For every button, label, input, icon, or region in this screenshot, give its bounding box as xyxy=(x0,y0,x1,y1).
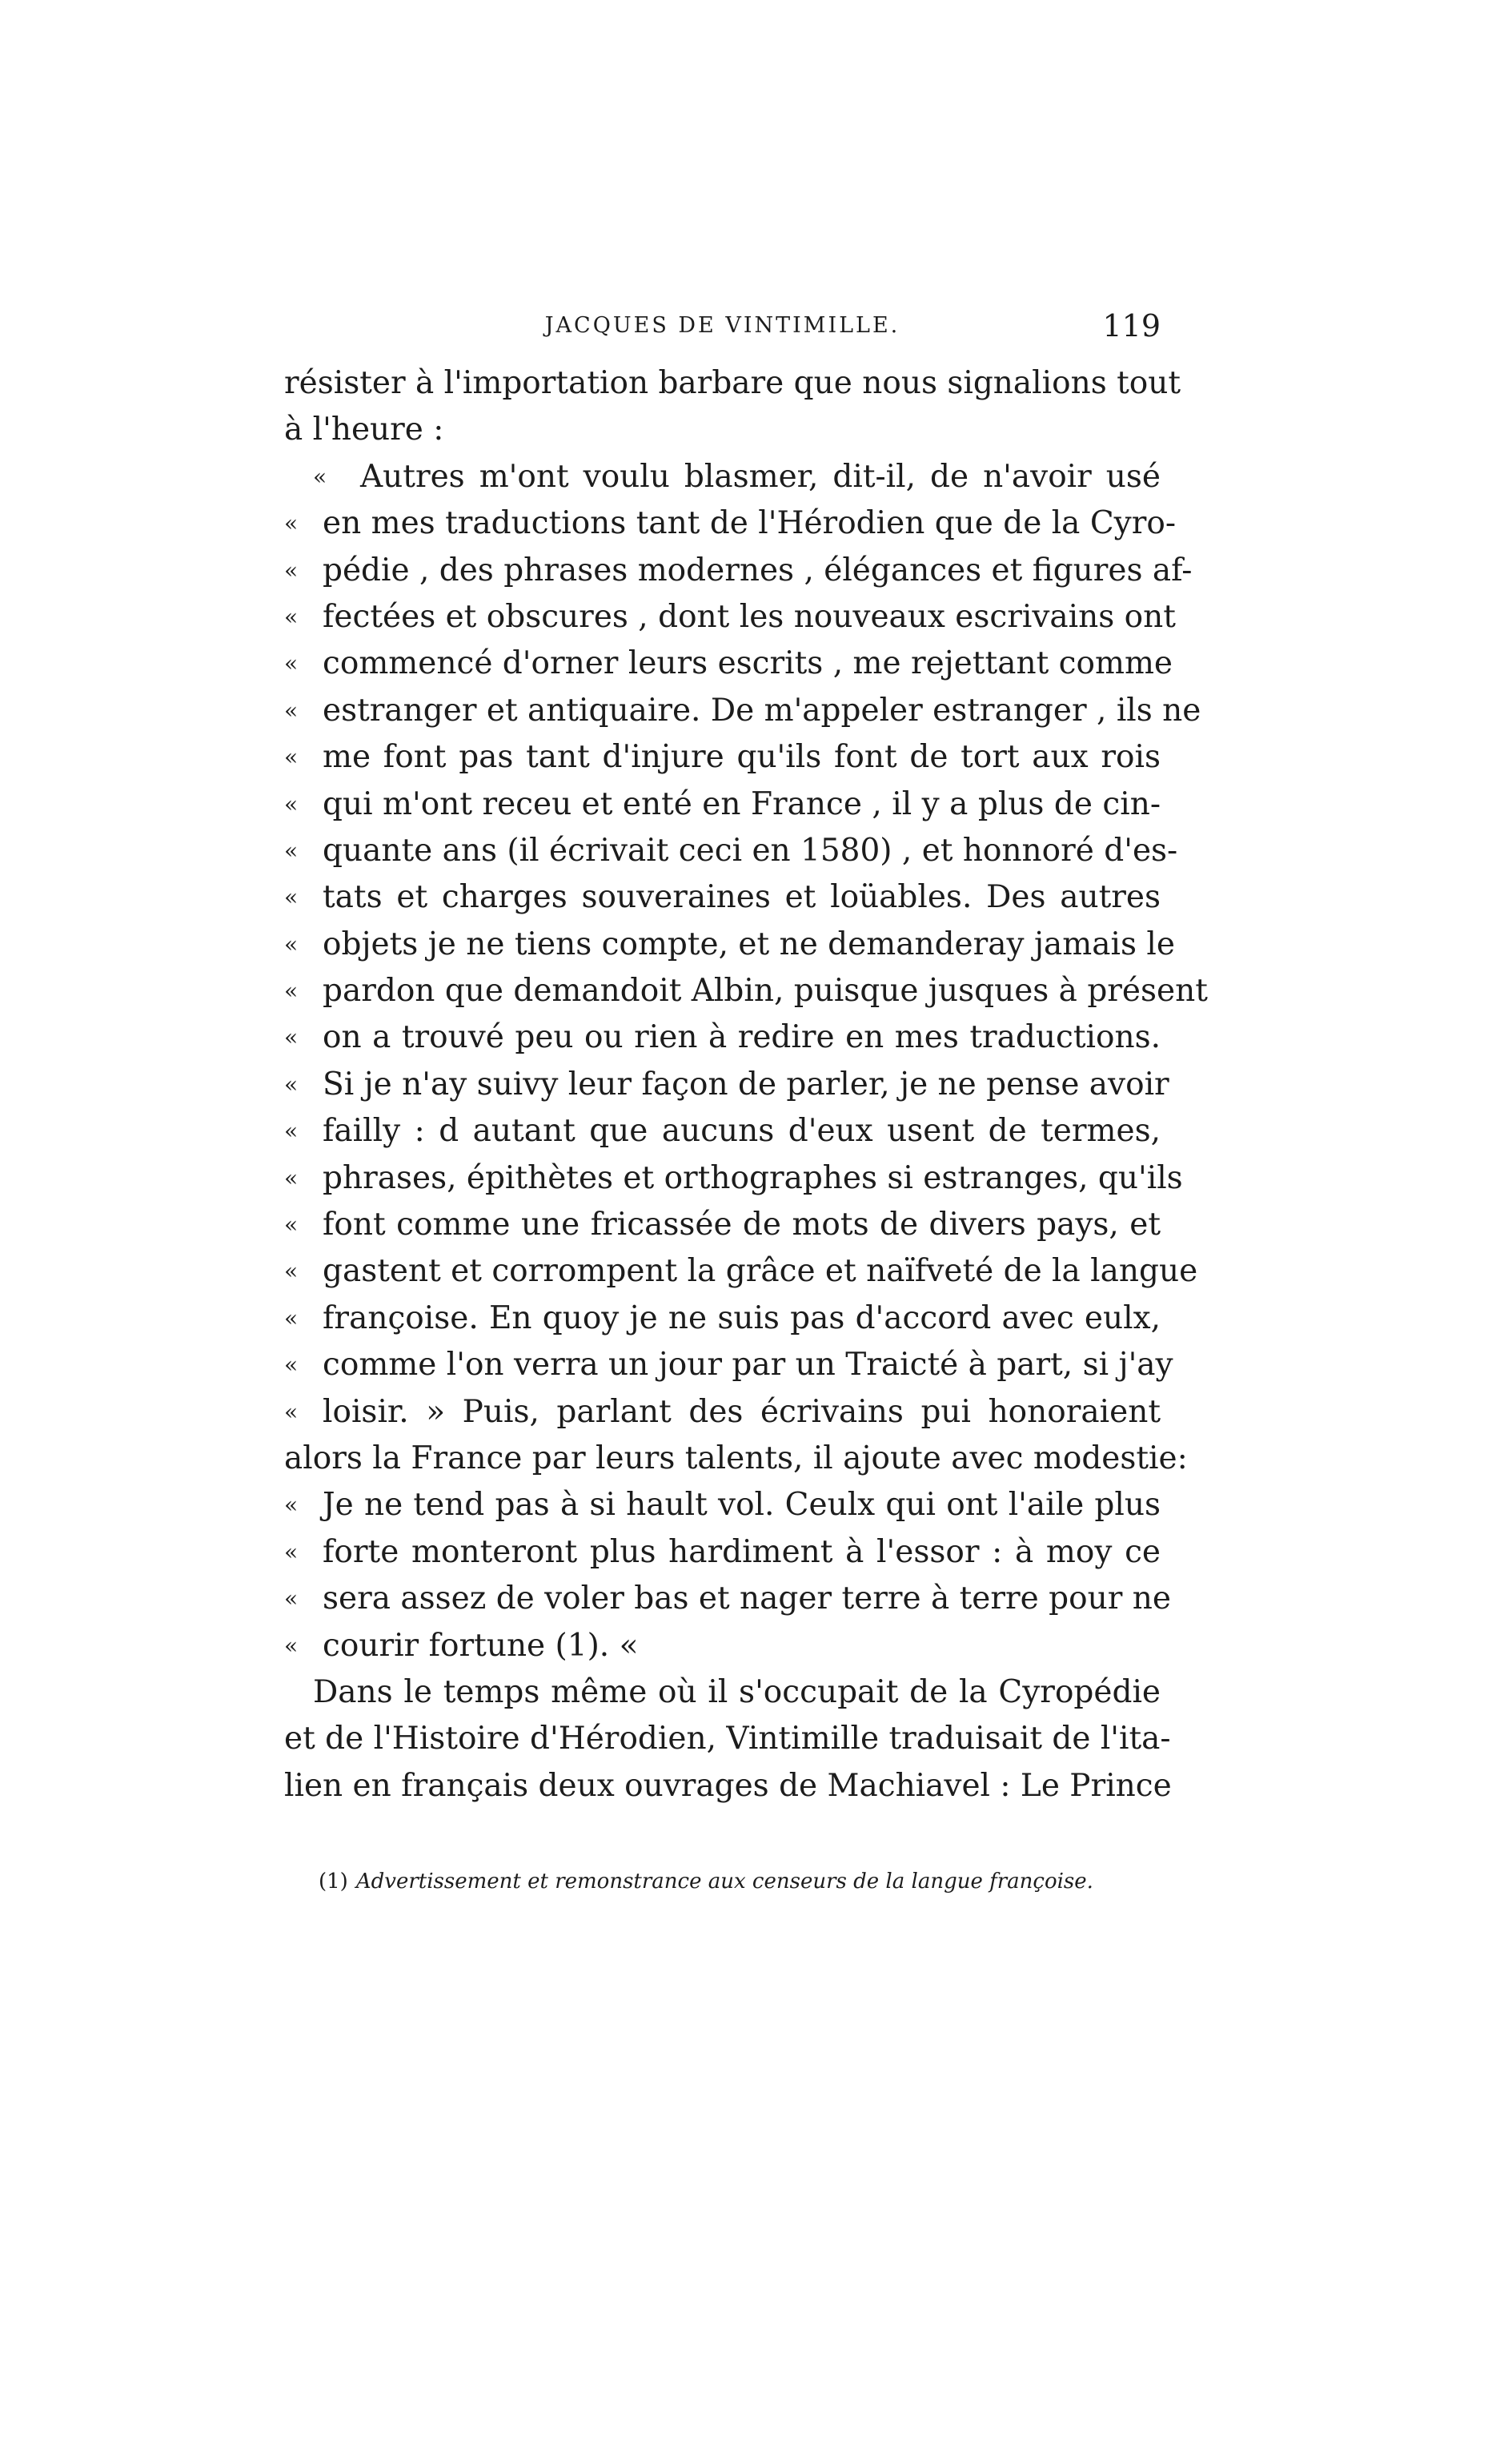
text-line xyxy=(284,1763,1172,1809)
line-text: pardon que demandoit Albin, puisque jusques à présent xyxy=(323,973,1208,1010)
page-number: 119 xyxy=(1102,308,1161,343)
text-line xyxy=(284,1248,1198,1295)
line-text: sera assez de voler bas et nager terre à terre pour ne xyxy=(323,1580,1171,1617)
text-line xyxy=(284,1716,1171,1762)
text-line xyxy=(284,874,1161,921)
line-text: failly : d autant que aucuns d'eux usent de termes, xyxy=(323,1113,1161,1150)
line-text: en mes traductions tant de l'Hérodien que de la Cyro- xyxy=(323,505,1177,542)
line-text: et de l'Histoire d'Hérodien, Vintimille traduisait de l'ita- xyxy=(284,1721,1171,1757)
text-line xyxy=(284,1342,1173,1388)
guillemet-mark: « xyxy=(284,1211,299,1239)
guillemet-mark: « xyxy=(284,1024,299,1051)
text-line xyxy=(284,454,1161,500)
footnote-mark: (1) xyxy=(319,1870,348,1894)
line-text: résister à l'importation barbare que nous signalions tout xyxy=(284,365,1181,401)
text-line xyxy=(284,1482,1161,1528)
text-line xyxy=(284,500,1177,547)
line-text: phrases, épithètes et orthographes si estranges, qu'ils xyxy=(323,1159,1183,1196)
guillemet-mark: « xyxy=(284,1398,299,1425)
line-text: Je ne tend pas à si hault vol. Ceulx qui ont l'aile plus xyxy=(323,1487,1161,1524)
guillemet-mark: « xyxy=(284,1118,299,1145)
guillemet-mark: « xyxy=(284,1492,299,1519)
guillemet-mark: « xyxy=(284,884,299,911)
text-line xyxy=(284,641,1173,687)
line-text: pédie , des phrases modernes , élégances et figures af- xyxy=(323,552,1193,588)
guillemet-mark: « xyxy=(284,650,299,677)
guillemet-mark: « xyxy=(284,978,299,1005)
text-line xyxy=(284,781,1161,828)
text-line xyxy=(284,1062,1169,1108)
text-line xyxy=(284,1155,1183,1202)
line-text: me font pas tant d'injure qu'ils font de tort aux rois xyxy=(323,739,1161,776)
text-line xyxy=(284,1108,1161,1155)
guillemet-mark: « xyxy=(284,1164,299,1191)
line-text: fectées et obscures , dont les nouveaux escrivains ont xyxy=(323,598,1176,635)
guillemet-mark: « xyxy=(284,697,299,724)
line-text: Si je n'ay suivy leur façon de parler, je ne pense avoir xyxy=(323,1066,1169,1102)
text-line xyxy=(284,407,1161,453)
text-line xyxy=(284,360,1181,407)
line-text: quante ans (il écrivait ceci en 1580) , et honnoré d'es- xyxy=(323,832,1178,869)
line-text: qui m'ont receu et enté en France , il y a plus de cin- xyxy=(323,785,1161,822)
line-text: françoise. En quoy je ne suis pas d'accord avec eulx, xyxy=(323,1299,1161,1336)
line-text: commencé d'orner leurs escrits , me rejettant comme xyxy=(323,645,1173,682)
footnote-text: Advertissement et remonstrance aux censeurs de la langue françoise. xyxy=(355,1870,1093,1894)
line-text: Autres m'ont voulu blasmer, dit-il, de n'avoir usé xyxy=(360,458,1161,495)
guillemet-mark: « xyxy=(284,837,299,864)
line-text: forte monteront plus hardiment à l'essor : à moy ce xyxy=(323,1533,1161,1570)
line-text: Dans le temps même où il s'occupait de la Cyropédie xyxy=(313,1673,1161,1710)
text-line xyxy=(284,1576,1171,1622)
text-line xyxy=(284,688,1201,734)
line-text: lien en français deux ouvrages de Machiavel : Le Prince xyxy=(284,1767,1172,1804)
guillemet-mark: « xyxy=(284,603,299,630)
text-line xyxy=(284,1529,1161,1576)
line-text: loisir. » Puis, parlant des écrivains pui honoraient xyxy=(323,1393,1161,1430)
text-line xyxy=(284,1295,1161,1342)
guillemet-mark: « xyxy=(284,1304,299,1331)
text-line xyxy=(284,1436,1188,1482)
text-line xyxy=(284,828,1178,874)
guillemet-mark: « xyxy=(284,1258,299,1285)
guillemet-mark: « xyxy=(284,790,299,817)
line-text: alors la France par leurs talents, il ajoute avec modestie: xyxy=(284,1440,1188,1476)
text-line xyxy=(284,548,1193,594)
guillemet-mark: « xyxy=(284,510,299,537)
line-text: on a trouvé peu ou rien à redire en mes traductions. xyxy=(323,1019,1161,1056)
guillemet-mark: « xyxy=(284,1351,299,1379)
line-text: font comme une fricassée de mots de divers pays, et xyxy=(323,1207,1161,1243)
line-text: tats et charges souveraines et loüables. Des autres xyxy=(323,879,1161,916)
text-line xyxy=(284,968,1208,1014)
guillemet-mark: « xyxy=(284,1585,299,1613)
line-text: à l'heure : xyxy=(284,412,444,448)
line-text: comme l'on verra un jour par un Traicté à part, si j'ay xyxy=(323,1347,1173,1384)
text-line xyxy=(284,1202,1161,1248)
text-line xyxy=(284,594,1176,641)
guillemet-mark: « xyxy=(284,556,299,584)
guillemet-mark: « xyxy=(284,1070,299,1098)
line-text: estranger et antiquaire. De m'appeler estranger , ils ne xyxy=(323,692,1201,729)
text-line xyxy=(284,1623,1161,1669)
line-text: gastent et corrompent la grâce et naïfveté de la langue xyxy=(323,1253,1198,1290)
footnote xyxy=(319,1870,1159,1894)
guillemet-mark: « xyxy=(313,463,327,490)
text-line xyxy=(284,922,1175,968)
guillemet-mark: « xyxy=(284,744,299,771)
guillemet-mark: « xyxy=(284,1538,299,1565)
line-text: courir fortune (1). « xyxy=(323,1627,639,1664)
text-line xyxy=(284,1389,1161,1436)
body-text xyxy=(284,360,1208,1809)
text-line xyxy=(284,734,1161,781)
text-line xyxy=(284,1014,1161,1061)
guillemet-mark: « xyxy=(284,1632,299,1659)
running-head xyxy=(284,308,1161,356)
running-title: JACQUES DE VINTIMILLE. xyxy=(544,313,900,338)
text-line xyxy=(284,1669,1161,1716)
guillemet-mark: « xyxy=(284,930,299,958)
line-text: objets je ne tiens compte, et ne demanderay jamais le xyxy=(323,926,1175,962)
